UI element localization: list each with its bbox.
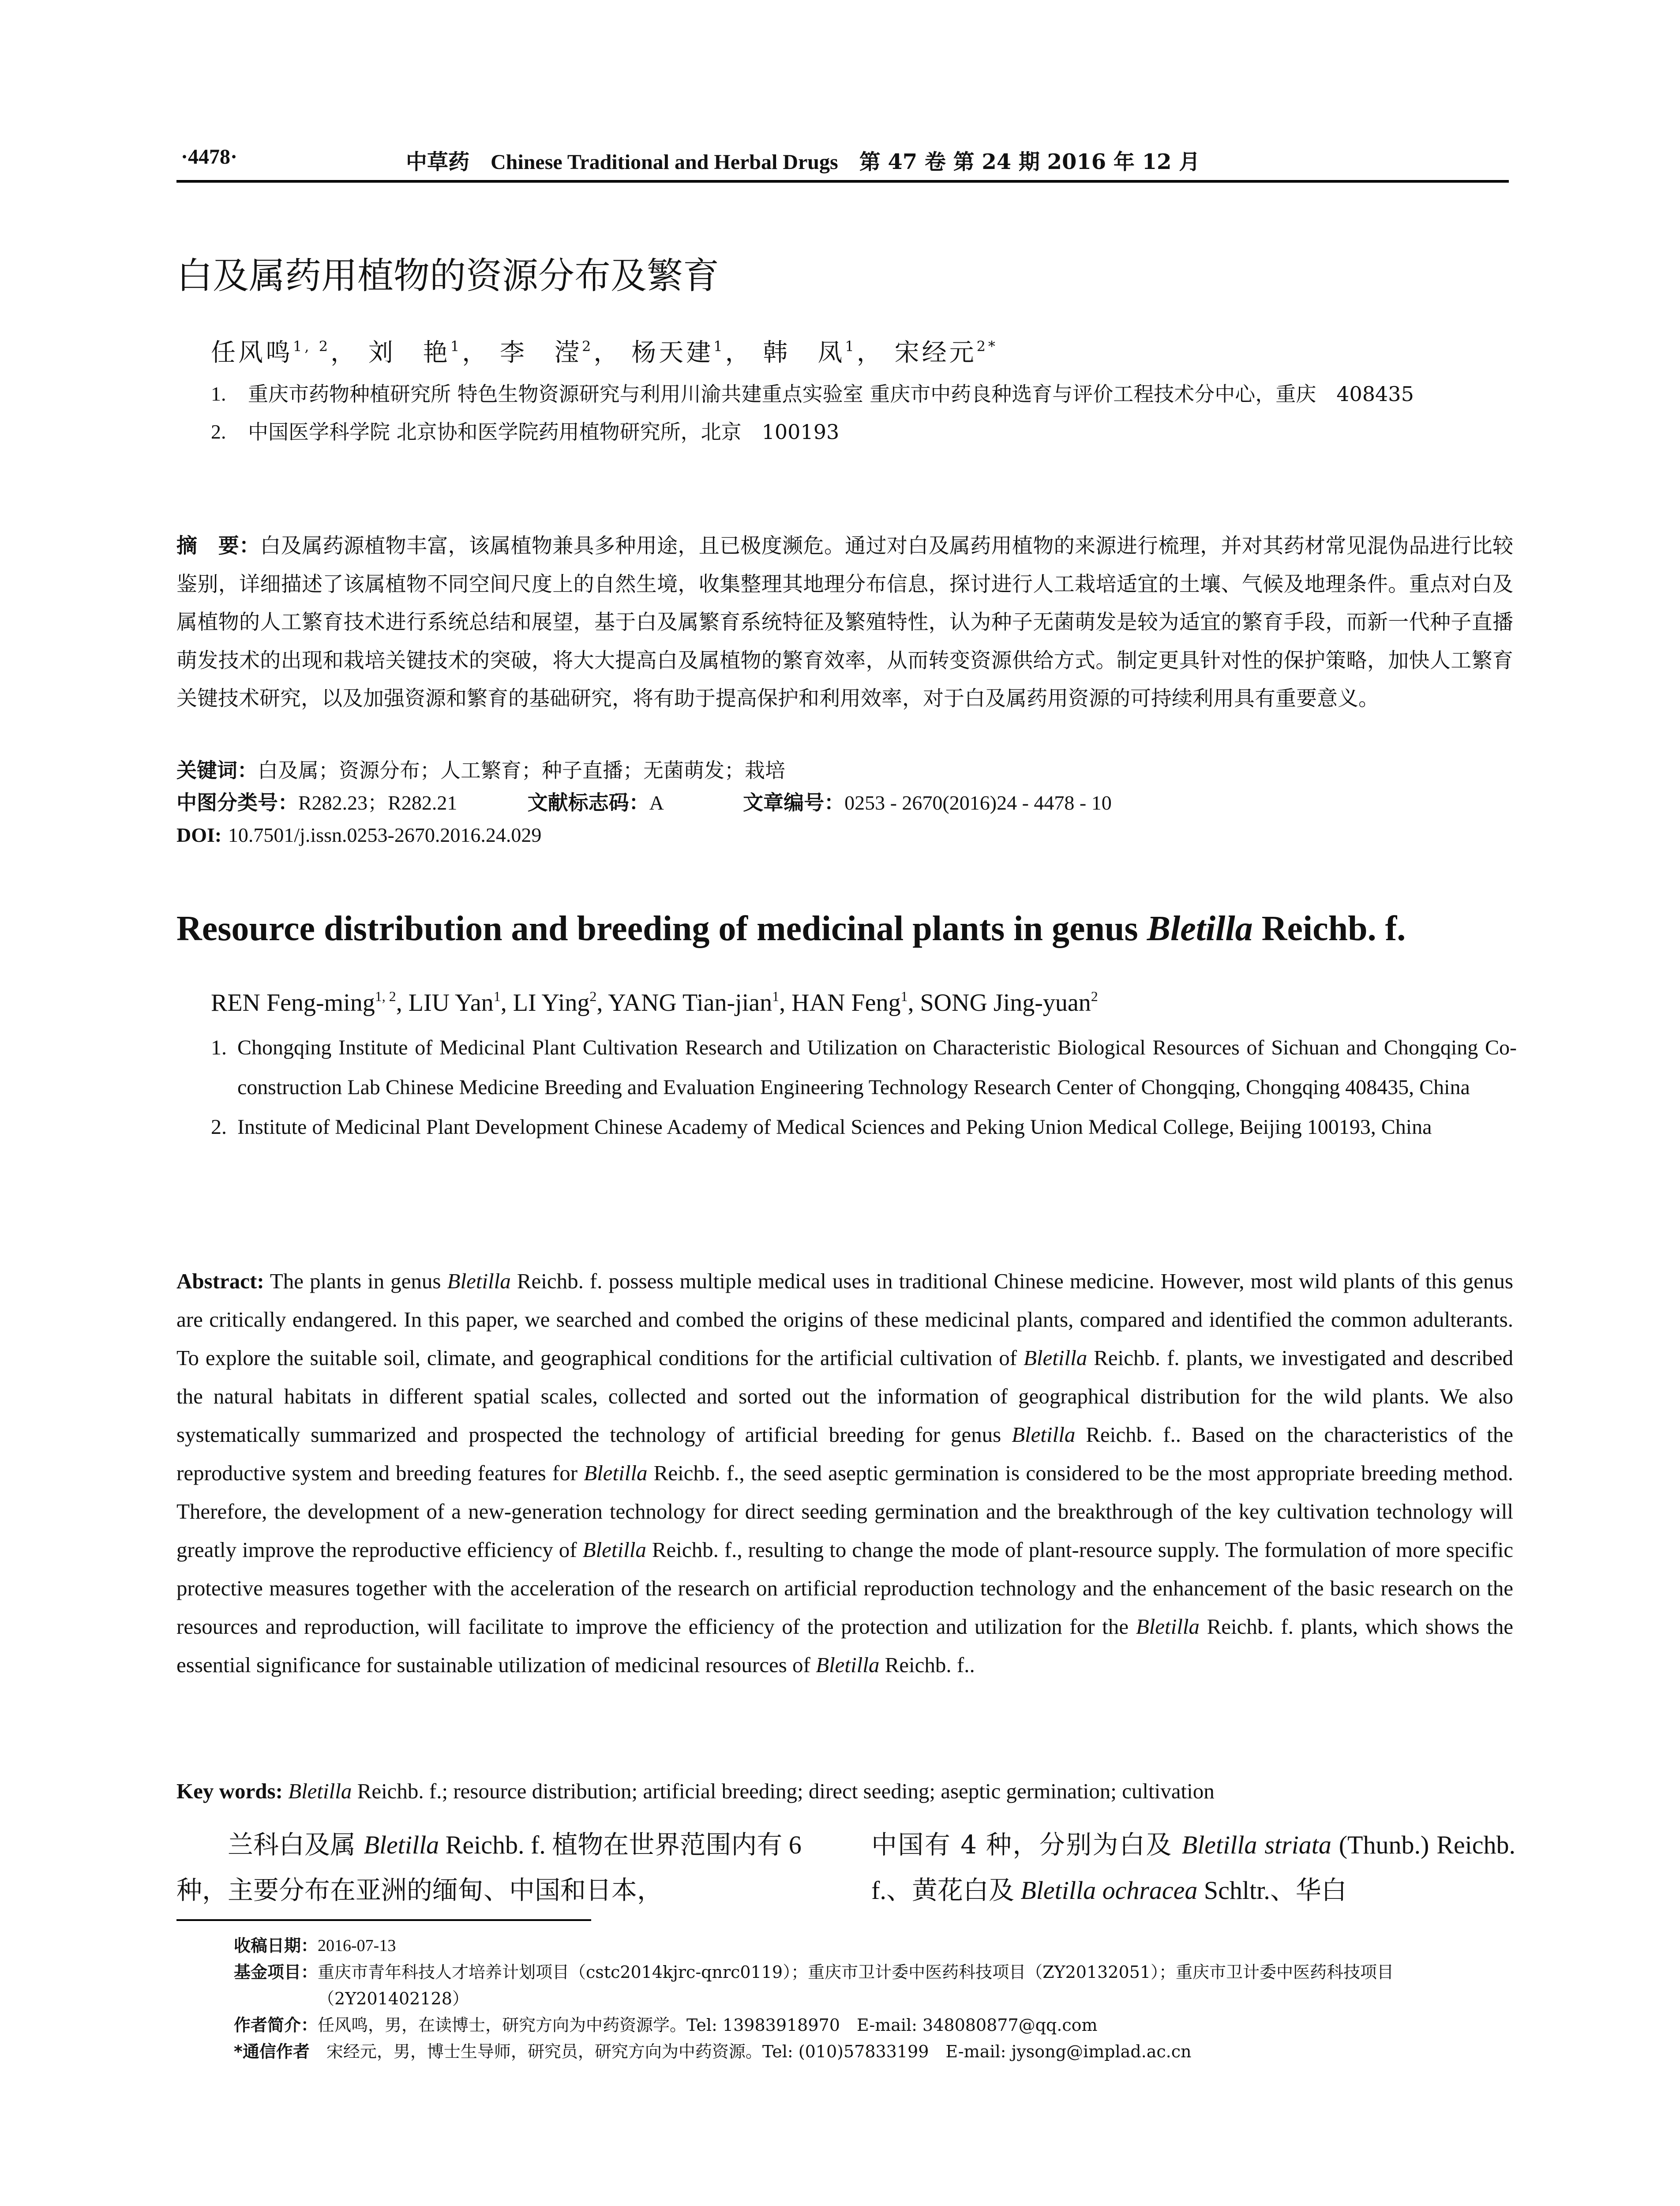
footnote-corresponding-author: *通信作者 宋经元，男，博士生导师，研究员，研究方向为中药资源。Tel: (010)57833199 E-mail: jysong@implad.ac.cn	[234, 2042, 1192, 2061]
title-en: Resource distribution and breeding of medicinal plants in genus Bletilla Reichb. f.	[176, 909, 1406, 948]
body-column-left: 兰科白及属 Bletilla Reichb. f. 植物在世界范围内有 6 种，主要分布在亚洲的缅甸、中国和日本，	[176, 1830, 802, 1905]
author-en-1: REN Feng-ming$^{1, 2}$,	[211, 988, 409, 1017]
article-number-label: 文章编号：	[743, 791, 845, 814]
affiliations-cn	[211, 375, 1512, 451]
journal-info	[406, 145, 1200, 175]
page-number: ·4478·	[181, 145, 238, 169]
doi-line	[176, 819, 541, 851]
footnote-divider	[176, 1919, 591, 1921]
title-cn: 白及属药用植物的资源分布及繁育	[176, 255, 720, 297]
affiliation-cn-2: 2. 中国医学科学院 北京协和医学院药用植物研究所，北京 100193	[211, 420, 840, 444]
author-en-2: LIU Yan$^1$,	[408, 988, 513, 1017]
journal-issue: 第 47 卷 第 24 期 2016 年 12 月	[859, 150, 1200, 174]
abstract-cn-label: 摘 要：	[176, 534, 260, 558]
authors-cn	[211, 333, 998, 368]
doc-code-value: A	[649, 792, 664, 814]
authors-en	[211, 988, 1098, 1017]
abstract-cn-text: 白及属药源植物丰富，该属植物兼具多种用途，且已极度濒危。通过对白及属药用植物的来源进行梳理，并对其药材常见混伪品进行比较鉴别，详细描述了该属植物不同空间尺度上的自然生境，收集整理其地理分布信息，探讨进行人工栽培适宜的土壤、气候及地理条件。重点对白及属植物的人工繁育技术进行系统总结和展望，基于白及属繁育系统特征及繁殖特性，认为种子无菌萌发是较为适宜的繁育手段，而新一代种子直播萌发技术的出现和栽培关键技术的突破，将大大提高白及属植物的繁育效率，从而转变资源供给方式。制定更具针对性的保护策略，加快人工繁育关键技术研究，以及加强资源和繁育的基础研究，将有助于提高保护和利用效率，对于白及属药用资源的可持续利用具有重要意义。	[176, 534, 1514, 711]
keywords-cn: 关键词：白及属；资源分布；人工繁育；种子直播；无菌萌发；栽培	[176, 758, 785, 782]
author-en-3: LI Ying$^2$,	[513, 988, 608, 1017]
doi-label: DOI:	[176, 824, 222, 846]
author-cn-6: 宋经元$^{2*}$	[894, 338, 998, 367]
footnote-funding: 基金项目： 重庆市青年科技人才培养计划项目（cstc2014kjrc-qnrc0119）；重庆市卫计委中医药科技项目（ZY20132051）；重庆市卫计委中医药科技项目（2Y201402128）	[234, 1962, 1394, 2008]
doi-value: 10.7501/j.issn.0253-2670.2016.24.029	[228, 824, 542, 846]
clc-label: 中图分类号：	[176, 791, 298, 814]
footnotes	[234, 1932, 1513, 2065]
author-en-5: HAN Feng$^1$,	[791, 988, 920, 1017]
clc-value: R282.23；R282.21	[298, 792, 458, 814]
keywords-en: Key words: Bletilla Reichb. f.; resource distribution; artificial breeding; direct seeding; aseptic germination; cultivation	[176, 1779, 1215, 1803]
footnote-received: 收稿日期： 2016-07-13	[234, 1936, 396, 1955]
journal-name-cn: 中草药	[406, 150, 470, 174]
doc-code-label: 文献标志码：	[527, 791, 649, 814]
affiliation-cn-1: 1. 重庆市药物种植研究所 特色生物资源研究与利用川渝共建重点实验室 重庆市中药良种选育与评价工程技术分中心，重庆 408435	[211, 382, 1414, 406]
affiliation-en-2: 2. Institute of Medicinal Plant Development Chinese Academy of Medical Sciences and Peking Union Medical College, Beijing 100193, China	[211, 1115, 1432, 1139]
author-cn-4: 杨天建$^1$，	[631, 338, 753, 367]
abstract-cn	[176, 527, 1513, 718]
author-cn-5: 韩 凤$^1$，	[763, 338, 884, 367]
footnote-author-bio: 作者简介： 任风鸣，男，在读博士，研究方向为中药资源学。Tel: 13983918970 E-mail: 348080877@qq.com	[234, 2015, 1098, 2035]
classification-line	[176, 787, 1112, 819]
affiliations-en	[211, 1028, 1517, 1147]
body-column-right: 中国有 4 种，分别为白及 Bletilla striata (Thunb.) Reichb. f.、黄花白及 Bletilla ochracea Schltr.、华白	[871, 1830, 1516, 1905]
author-cn-2: 刘 艳$^1$，	[368, 338, 490, 367]
author-cn-3: 李 滢$^2$，	[500, 338, 621, 367]
author-en-4: YANG Tian-jian$^1$,	[608, 988, 792, 1017]
abstract-en-label: Abstract:	[176, 1269, 264, 1293]
keywords-en-label: Key words:	[176, 1779, 283, 1803]
journal-name-en: Chinese Traditional and Herbal Drugs	[491, 150, 838, 174]
author-cn-1: 任风鸣$^{1, 2}$，	[211, 338, 358, 367]
article-number-value: 0253 - 2670(2016)24 - 4478 - 10	[844, 792, 1112, 814]
author-en-6: SONG Jing-yuan$^2$	[920, 988, 1098, 1017]
abstract-en: Abstract: The plants in genus Bletilla Reichb. f. possess multiple medical uses in traditional Chinese medicine. However, most wild plants of this genus are critically endangered. In this paper, we searched and combed the origins of these medicinal plants, compared and identified the common adulterants. To explore the suitable soil, climate, and geographical conditions for the artificial cultivation of Bletilla Reichb. f. plants, we investigated and described the natural habitats in different spatial scales, collected and sorted out the information of geographical distribution for the wild plants. We also systematically summarized and prospected the technology of artificial breeding for genus Bletilla Reichb. f.. Based on the characteristics of the reproductive system and breeding features for Bletilla Reichb. f., the seed aseptic germination is considered to be the most appropriate breeding method. Therefore, the development of a new-generation technology for direct seeding germination and the breakthrough of the key cultivation technology will greatly improve the reproductive efficiency of Bletilla Reichb. f., resulting to change the mode of plant-resource supply. The formulation of more specific protective measures together with the acceleration of the research on artificial reproduction technology and the enhancement of the basic research on the resources and reproduction, will facilitate to improve the efficiency of the protection and utilization for the Bletilla Reichb. f. plants, which shows the essential significance for sustainable utilization of medicinal resources of Bletilla Reichb. f..	[176, 1269, 1514, 1677]
running-head	[176, 140, 1509, 183]
affiliation-en-1: 1. Chongqing Institute of Medicinal Plant Cultivation Research and Utilization on Characteristic Biological Resources of Sichuan and Chongqing Co-construction Lab Chinese Medicine Breeding and Evaluation Engineering Technology Research Center of Chongqing, Chongqing 408435, China	[211, 1036, 1517, 1099]
